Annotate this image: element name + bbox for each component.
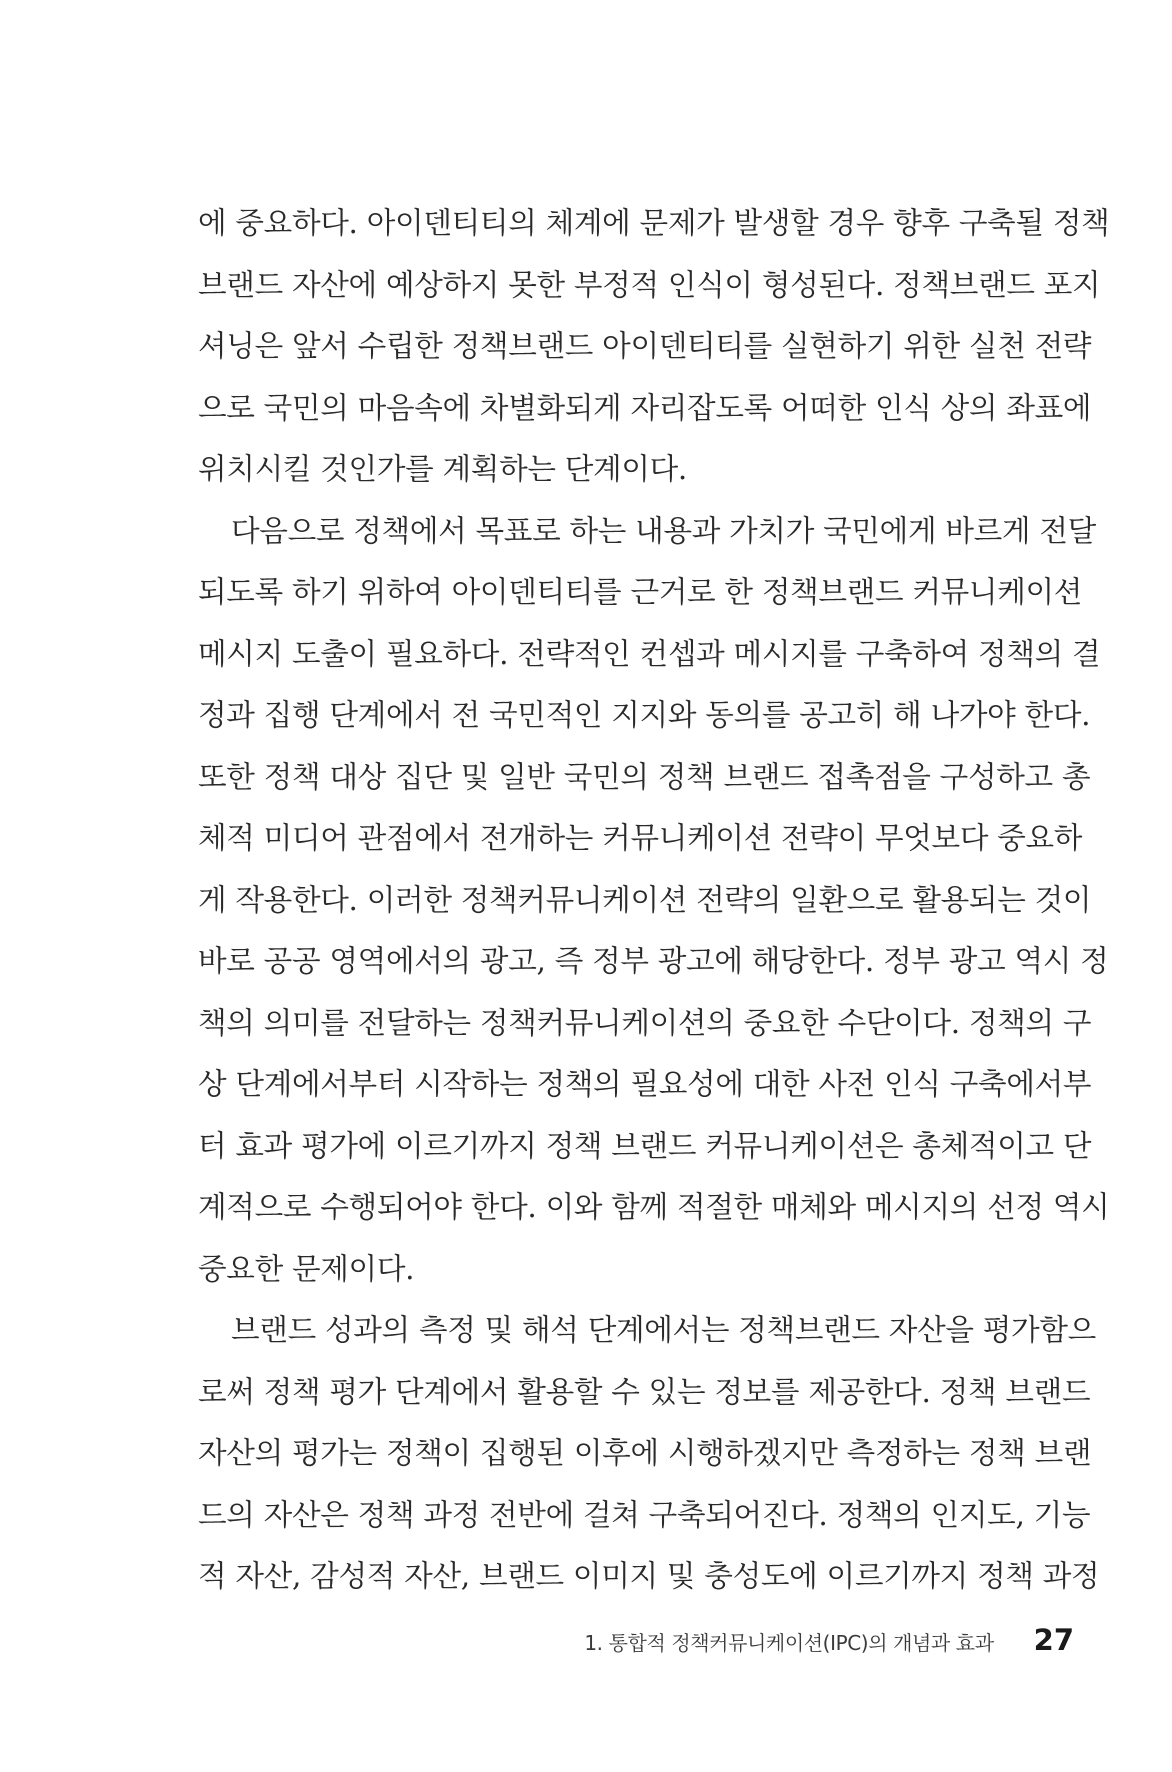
text-line: 에 중요하다. 아이덴티티의 체계에 문제가 발생할 경우 향후 구축될 정책 [198, 206, 1110, 240]
text-line: 게 작용한다. 이러한 정책커뮤니케이션 전략의 일환으로 활용되는 것이 [198, 882, 1092, 917]
text-line: 터 효과 평가에 이르기까지 정책 브랜드 커뮤니케이션은 총체적이고 단 [198, 1128, 1092, 1163]
text-line: 브랜드 자산에 예상하지 못한 부정적 인식이 형성된다. 정책브랜드 포지 [198, 267, 1101, 302]
text-line: 으로 국민의 마음속에 차별화되게 자리잡도록 어떠한 인식 상의 좌표에 [198, 390, 1092, 425]
text-line: 또한 정책 대상 집단 및 일반 국민의 정책 브랜드 접촉점을 구성하고 총 [198, 759, 1091, 794]
text-line: 브랜드 성과의 측정 및 해석 단계에서는 정책브랜드 자산을 평가함으 [231, 1313, 1096, 1347]
text-line: 메시지 도출이 필요하다. 전략적인 컨셉과 메시지를 구축하여 정책의 결 [198, 636, 1101, 671]
page-footer [584, 1623, 1074, 1659]
text-line: 체적 미디어 관점에서 전개하는 커뮤니케이션 전략이 무엇보다 중요하 [198, 821, 1083, 855]
paragraph-1 [198, 193, 1110, 501]
text-line: 중요한 문제이다. [198, 1251, 415, 1286]
paragraph-2 [198, 501, 1110, 1301]
text-line: 드의 자산은 정책 과정 전반에 걸쳐 구축되어진다. 정책의 인지도, 기능 [198, 1497, 1091, 1532]
text-line: 계적으로 수행되어야 한다. 이와 함께 적절한 매체와 메시지의 선정 역시 [198, 1190, 1110, 1224]
text-line: 상 단계에서부터 시작하는 정책의 필요성에 대한 사전 인식 구축에서부 [198, 1067, 1092, 1101]
text-line: 책의 의미를 전달하는 정책커뮤니케이션의 중요한 수단이다. 정책의 구 [198, 1005, 1092, 1040]
text-line: 로써 정책 평가 단계에서 활용할 수 있는 정보를 제공한다. 정책 브랜드 [198, 1374, 1091, 1409]
text-line: 다음으로 정책에서 목표로 하는 내용과 가치가 국민에게 바르게 전달 [231, 513, 1096, 548]
running-head: 1. 통합적 정책커뮤니케이션(IPC)의 개념과 효과 [584, 1631, 994, 1655]
text-line: 셔닝은 앞서 수립한 정책브랜드 아이덴티티를 실현하기 위한 실천 전략 [198, 329, 1092, 363]
text-line: 정과 집행 단계에서 전 국민적인 지지와 동의를 공고히 해 나가야 한다. [198, 698, 1091, 732]
paragraph-3 [198, 1300, 1100, 1608]
body-text [198, 193, 1110, 1608]
text-line: 되도록 하기 위하여 아이덴티티를 근거로 한 정책브랜드 커뮤니케이션 [198, 575, 1083, 609]
text-line: 위치시킬 것인가를 계획하는 단계이다. [198, 452, 688, 486]
text-line: 적 자산, 감성적 자산, 브랜드 이미지 및 충성도에 이르기까지 정책 과정 [198, 1559, 1100, 1593]
page-number: 27 [1033, 1623, 1074, 1657]
text-line: 바로 공공 영역에서의 광고, 즉 정부 광고에 해당한다. 정부 광고 역시 정 [198, 944, 1109, 978]
text-line: 자산의 평가는 정책이 집행된 이후에 시행하겠지만 측정하는 정책 브랜 [198, 1436, 1092, 1470]
